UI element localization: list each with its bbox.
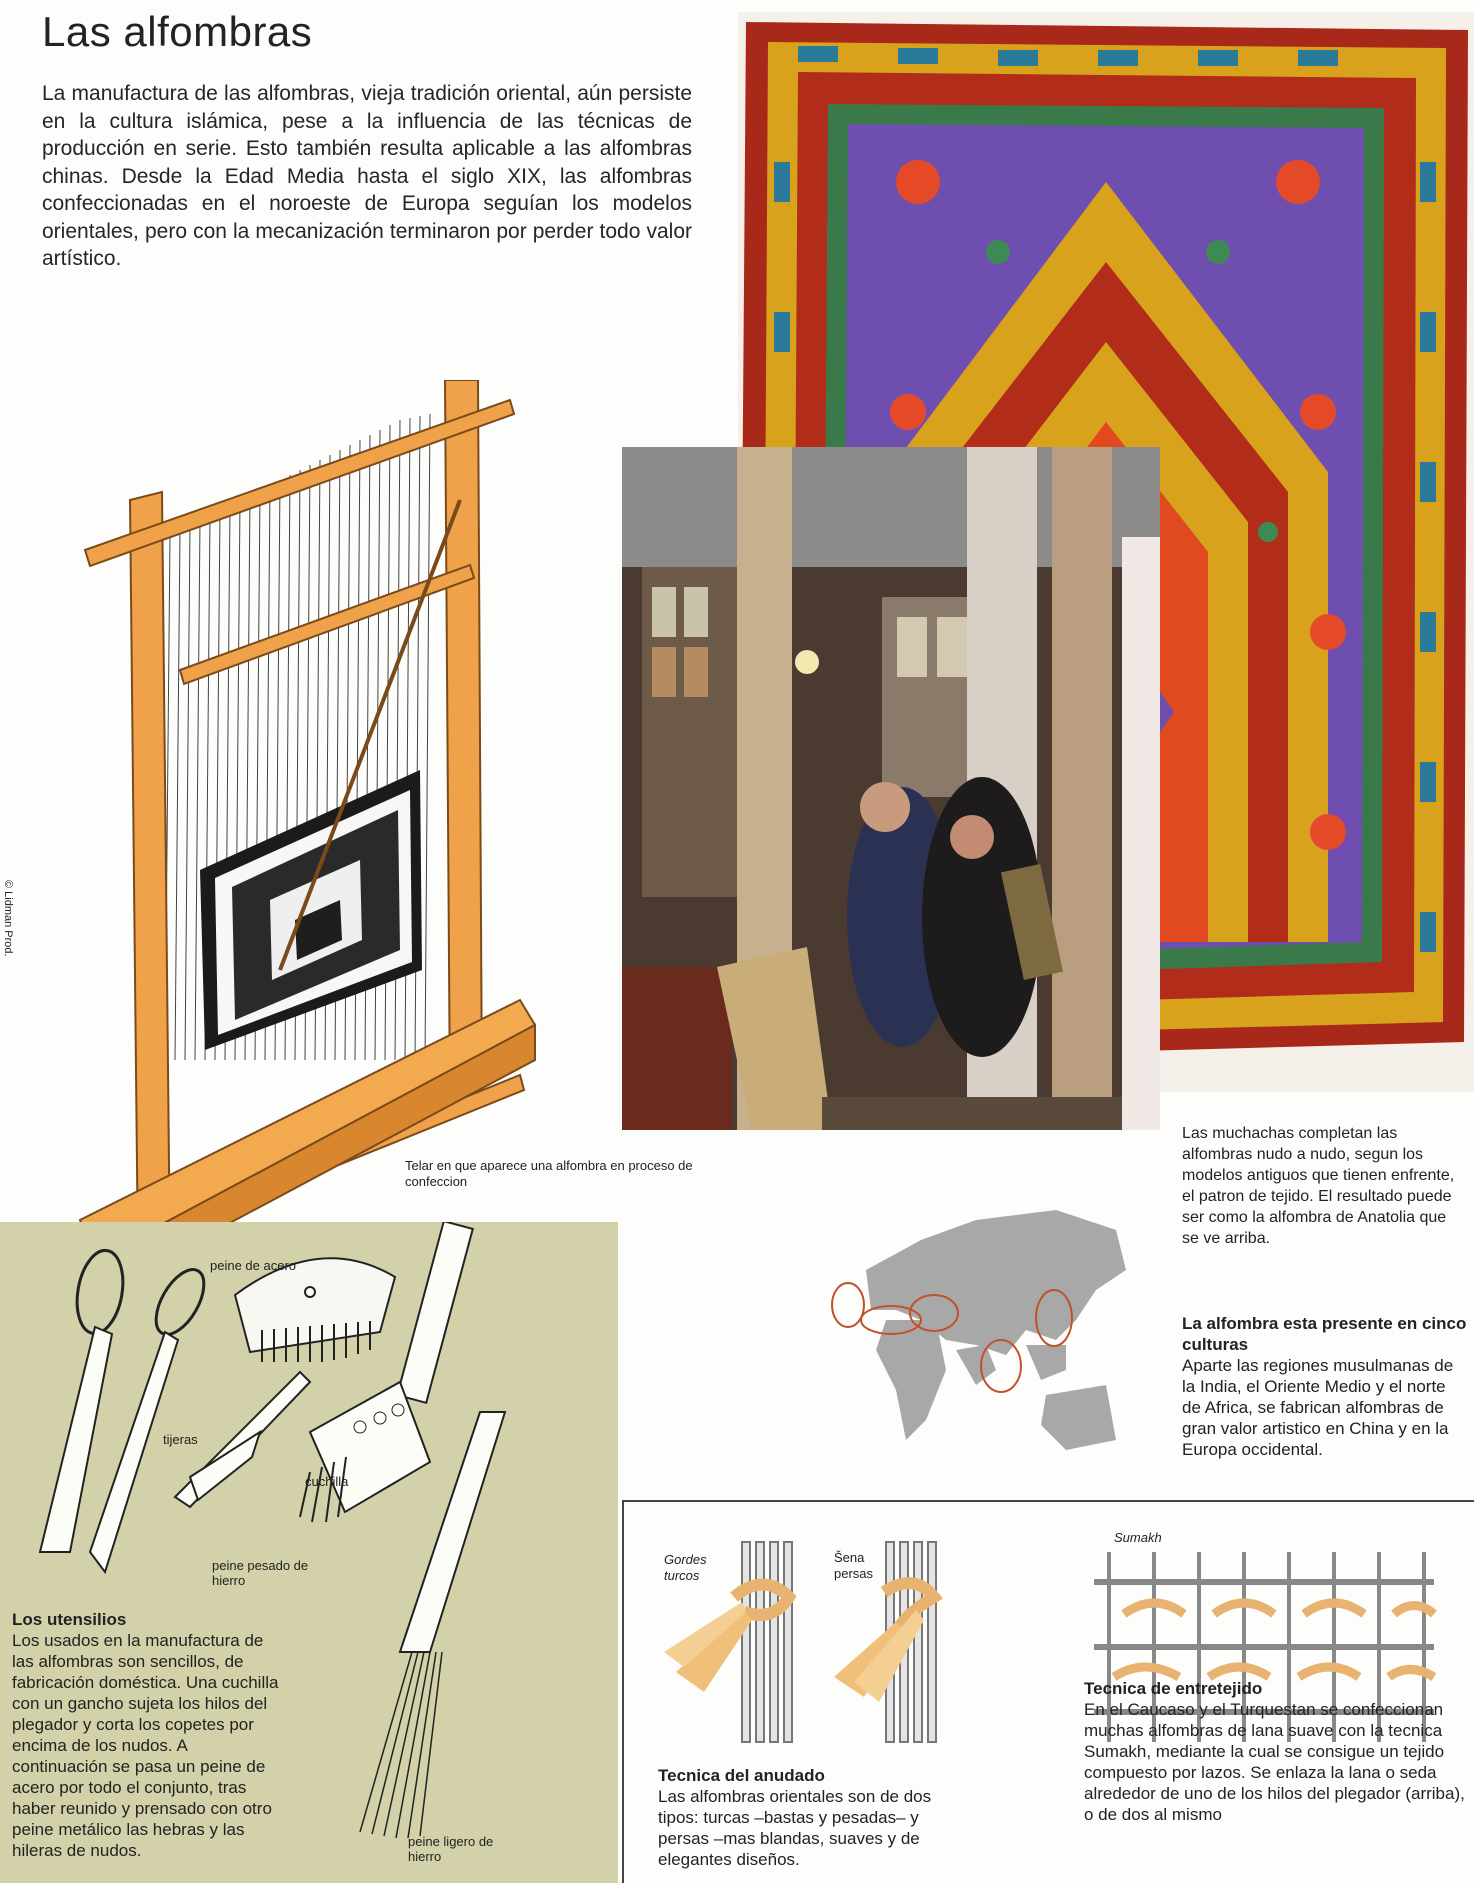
- label-scissors: tijeras: [163, 1432, 198, 1447]
- label-heavy-comb: peine pesado de hierro: [212, 1558, 309, 1588]
- knot-caption: [658, 1765, 974, 1870]
- weave-caption: [1084, 1678, 1469, 1825]
- copyright-credit: © Lidman Prod.: [2, 880, 14, 957]
- tools-heading: Los utensilios: [12, 1610, 127, 1629]
- tools-caption: [12, 1609, 282, 1861]
- knot-techniques-panel: [622, 1500, 1474, 1883]
- world-map: [826, 1170, 1126, 1500]
- weave-heading: Tecnica de entretejido: [1084, 1679, 1263, 1698]
- page-title: Las alfombras: [42, 8, 313, 55]
- map-caption-heading: La alfombra esta presente en cinco culturas: [1182, 1314, 1467, 1354]
- tools-panel: [0, 1222, 618, 1883]
- weave-text: En el Caucaso y el Turquestan se confeccionan muchas alfombras de lana suave con la tecnica Sumakh, mediante la cual se consigue un tejido compuesto por lazos. Se enlaza la lana o seda alrededor de uno de los hilos del plegador (arriba), o de dos al mismo: [1084, 1700, 1465, 1824]
- intro-paragraph: La manufactura de las alfombras, vieja tradición oriental, aún persiste en la cultura islámica, pese a la influencia de las técnicas de producción en serie. Esto también resulta aplicable a las alfombras chinas. Desde la Edad Media hasta el siglo XIX, las alfombras confeccionadas en el noroeste de Europa seguían los modelos orientales, pero con la mecanización terminaron por perder todo valor artístico.: [42, 82, 692, 270]
- label-light-comb: peine ligero de hierro: [408, 1834, 494, 1864]
- weaving-women-photo: [622, 447, 1160, 1130]
- map-caption: [1182, 1313, 1467, 1460]
- loom-caption: Telar en que aparece una alfombra en proceso de confeccion: [405, 1158, 693, 1189]
- label-knife: cuchilla: [305, 1474, 349, 1489]
- knot-heading: Tecnica del anudado: [658, 1766, 825, 1785]
- label-steel-comb: peine de acero: [210, 1258, 297, 1273]
- map-caption-text: Aparte las regiones musulmanas de la India, el Oriente Medio y el norte de Africa, se fabrican alfombras de gran valor artistico en China y en la Europa occidental.: [1182, 1356, 1454, 1459]
- knot-text: Las alfombras orientales son de dos tipos: turcas –bastas y pesadas– y persas –mas blandas, suaves y de elegantes diseños.: [658, 1787, 932, 1869]
- photo-caption: Las muchachas completan las alfombras nudo a nudo, segun los modelos antiguos que tienen enfrente, el patron de tejido. El resultado puede ser como la alfombra de Anatolia que se ve arriba.: [1182, 1125, 1455, 1247]
- label-gordes: Gordes turcos: [664, 1552, 707, 1583]
- loom-illustration: [0, 380, 560, 1280]
- tools-text: Los usados en la manufactura de las alfombras son sencillos, de fabricación doméstica. Una cuchilla con un gancho sujeta los hilos del plegador y corta los copetes por encima de los nudos. A continuación se pasa un peine de acero por todo el conjunto, tras haber reunido y prensado con otro peine metálico las hebras y las hileras de nudos.: [12, 1631, 279, 1860]
- label-sena: Šena persas: [834, 1550, 874, 1581]
- label-sumakh: Sumakh: [1114, 1530, 1162, 1545]
